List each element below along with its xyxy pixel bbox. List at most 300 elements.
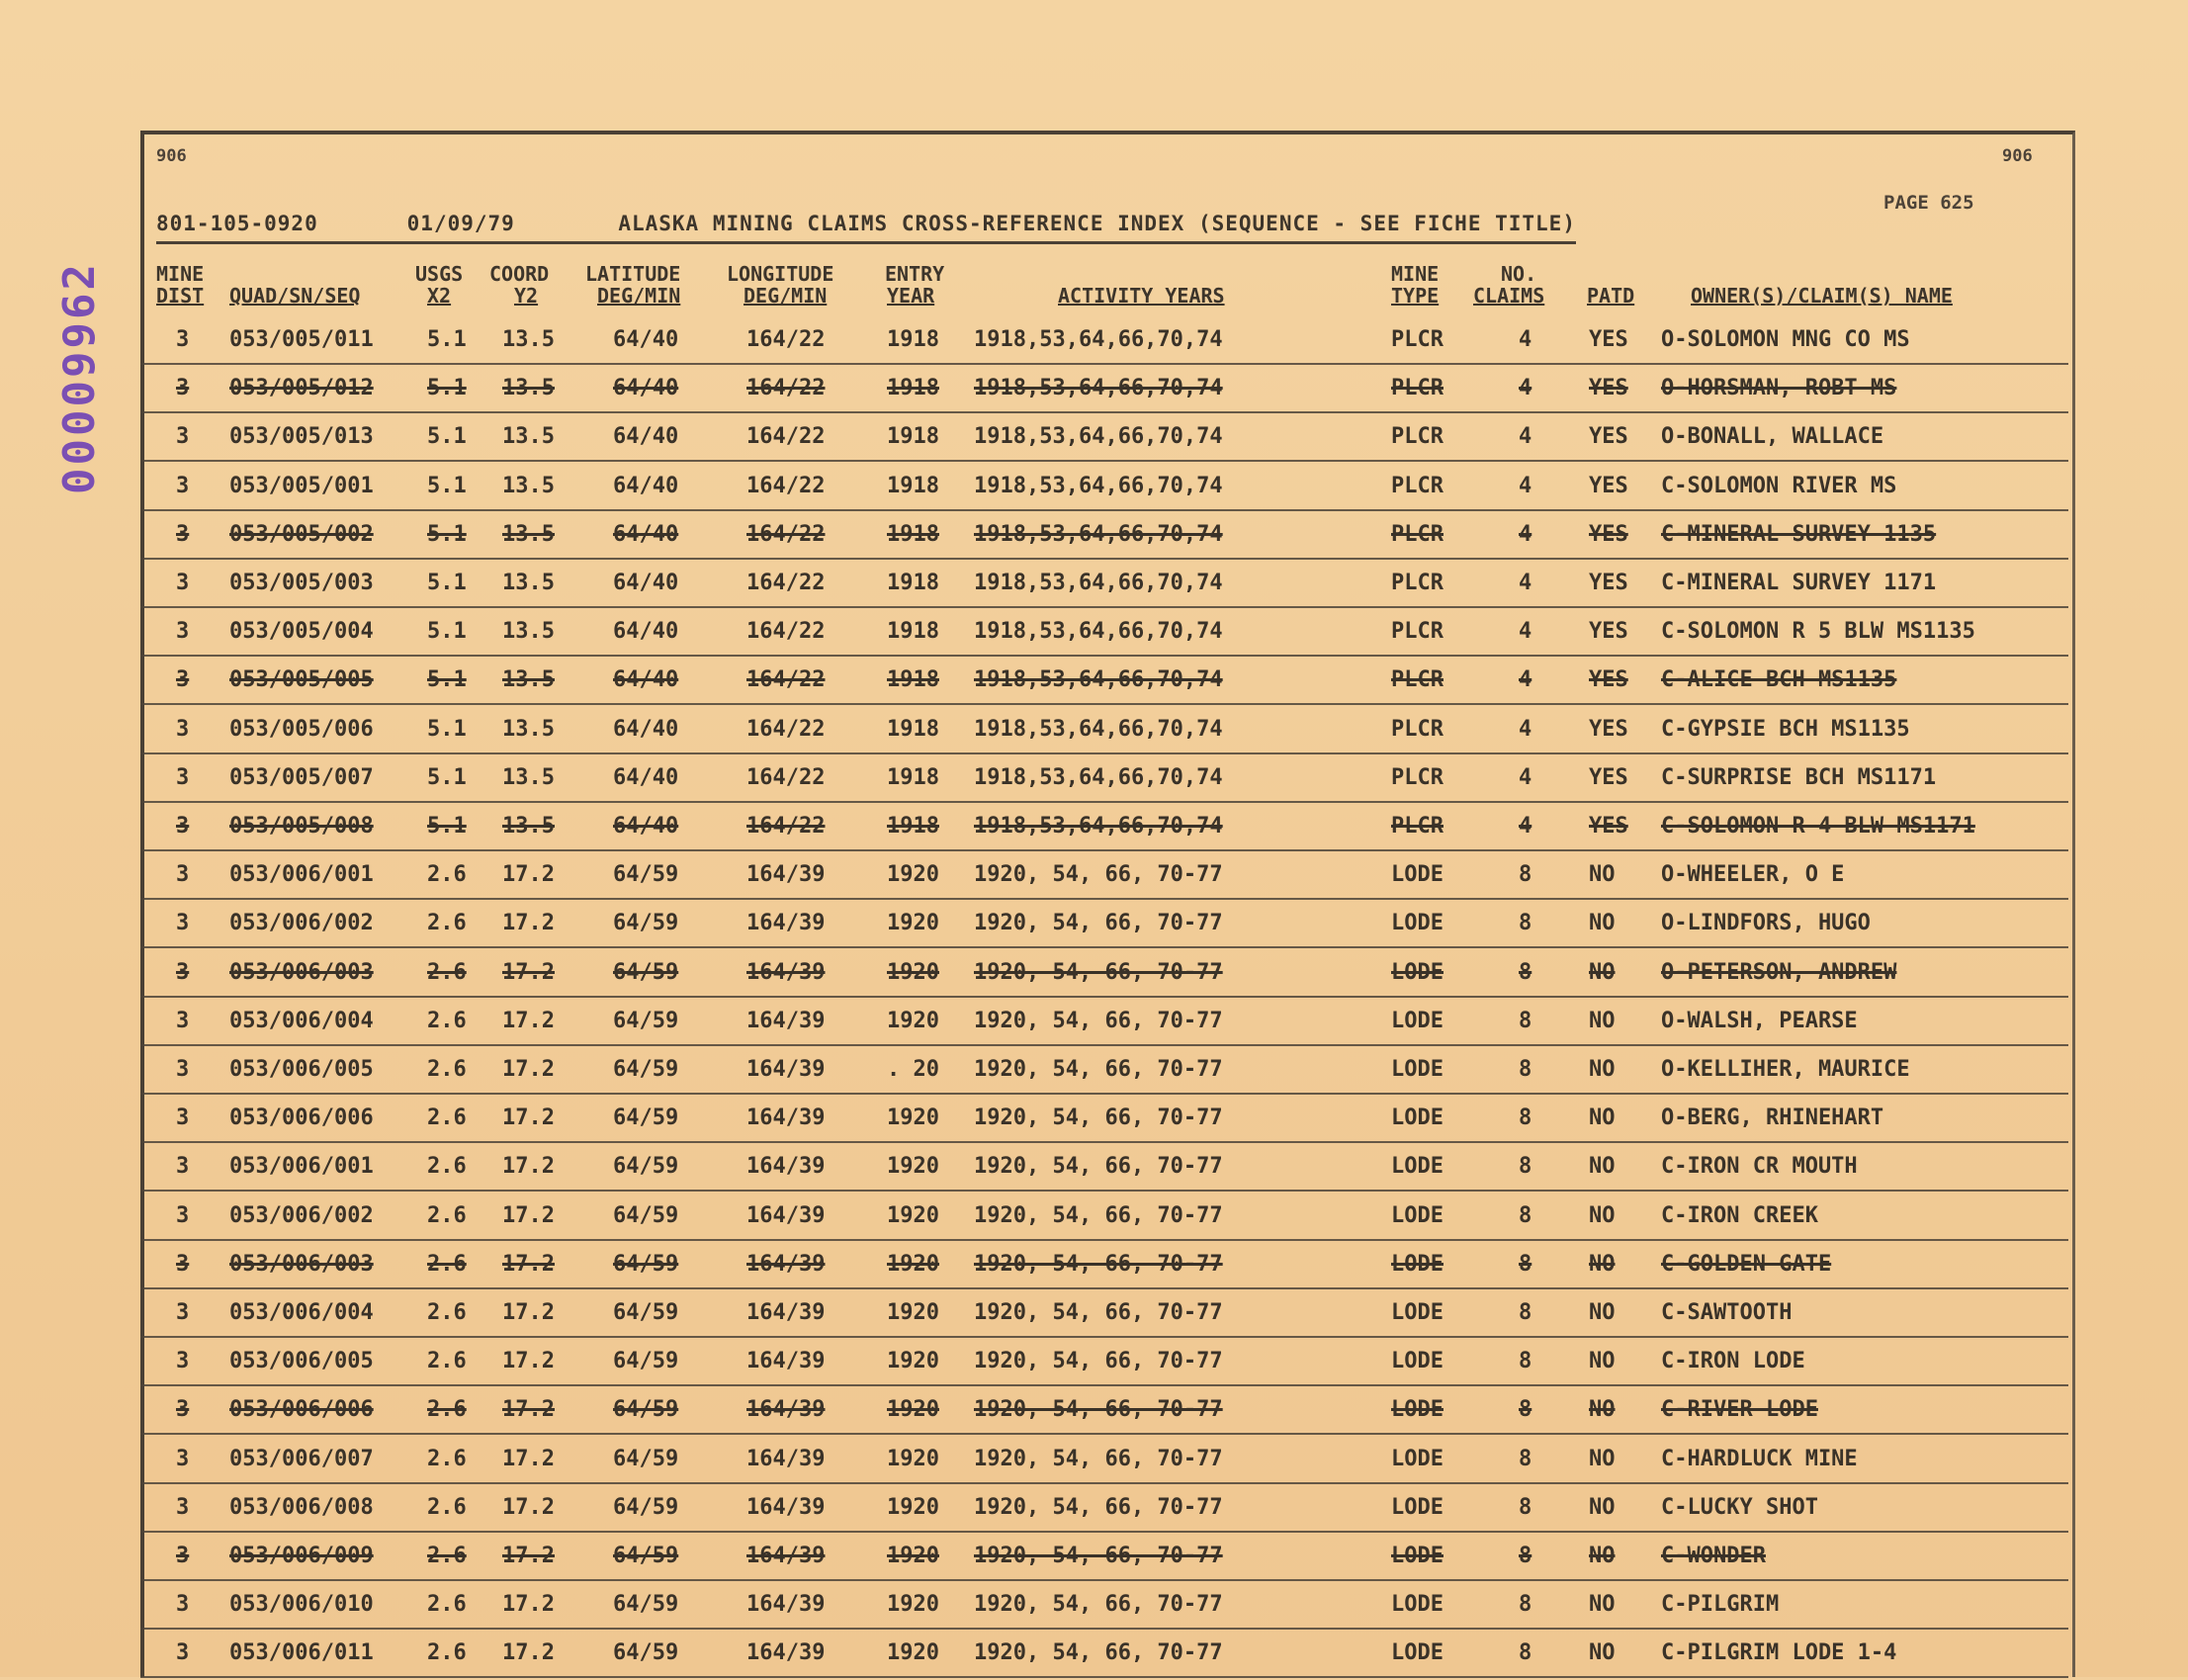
table-row — [140, 853, 2068, 902]
patented-cell: NO — [1589, 1349, 1616, 1374]
claims-count-cell: 4 — [1519, 814, 1532, 839]
usgs-x-cell: 2.6 — [427, 1300, 467, 1325]
activity-years-cell: 1920, 54, 66, 70-77 — [974, 1446, 1223, 1471]
usgs-x-cell: 2.6 — [427, 1640, 467, 1666]
usgs-x-cell: 2.6 — [427, 959, 467, 985]
entry-year-cell: 1920 — [887, 1008, 939, 1033]
owner-claim-name-cell: C-SOLOMON R 5 BLW MS1135 — [1661, 619, 1975, 645]
quad-cell: 053/005/012 — [229, 376, 374, 401]
activity-years-cell: 1920, 54, 66, 70-77 — [974, 1057, 1223, 1082]
activity-years-cell: 1920, 54, 66, 70-77 — [974, 1251, 1223, 1277]
owner-claim-name-cell: O-BONALL, WALLACE — [1661, 424, 1884, 450]
usgs-x-cell: 5.1 — [427, 424, 467, 450]
coord-y-cell: 17.2 — [502, 1349, 555, 1374]
coord-y-cell: 13.5 — [502, 473, 555, 498]
mine-dist-cell: 3 — [176, 1057, 190, 1082]
table-row — [140, 951, 2068, 1000]
patented-cell: NO — [1589, 1008, 1616, 1033]
latitude-cell: 64/40 — [613, 376, 679, 401]
header-usgs-2: X2 — [427, 284, 452, 308]
latitude-cell: 64/59 — [613, 1494, 679, 1520]
latitude-cell: 64/59 — [613, 1640, 679, 1666]
coord-y-cell: 17.2 — [502, 1640, 555, 1666]
mine-type-cell: PLCR — [1391, 619, 1444, 645]
entry-year-cell: 1918 — [887, 814, 939, 839]
row-rule — [140, 996, 2068, 998]
longitude-cell: 164/39 — [746, 1300, 826, 1325]
table-row — [140, 1486, 2068, 1535]
mine-dist-cell: 3 — [176, 376, 190, 401]
activity-years-cell: 1918,53,64,66,70,74 — [974, 473, 1223, 498]
owner-claim-name-cell: C-IRON CR MOUTH — [1661, 1154, 1858, 1180]
header-mine-dist-2: DIST — [156, 284, 205, 308]
quad-cell: 053/005/005 — [229, 667, 374, 693]
longitude-cell: 164/39 — [746, 1592, 826, 1618]
mine-type-cell: LODE — [1391, 1300, 1444, 1325]
quad-cell: 053/005/011 — [229, 327, 374, 352]
activity-years-cell: 1920, 54, 66, 70-77 — [974, 1300, 1223, 1325]
row-rule — [140, 606, 2068, 608]
patented-cell: NO — [1589, 1640, 1616, 1666]
fiche-stamp-number: 00009962 — [54, 261, 105, 494]
entry-year-cell: 1920 — [887, 1640, 939, 1666]
longitude-cell: 164/22 — [746, 521, 826, 547]
patented-cell: YES — [1589, 716, 1628, 742]
mine-type-cell: LODE — [1391, 959, 1444, 985]
longitude-cell: 164/22 — [746, 764, 826, 790]
mine-type-cell: LODE — [1391, 911, 1444, 936]
usgs-x-cell: 5.1 — [427, 716, 467, 742]
entry-year-cell: 1918 — [887, 764, 939, 790]
row-rule — [140, 752, 2068, 754]
claims-count-cell: 4 — [1519, 521, 1532, 547]
coord-y-cell: 13.5 — [502, 716, 555, 742]
activity-years-cell: 1918,53,64,66,70,74 — [974, 667, 1223, 693]
owner-claim-name-cell: C-MINERAL SURVEY 1135 — [1661, 521, 1937, 547]
mine-type-cell: LODE — [1391, 1154, 1444, 1180]
row-rule — [140, 1628, 2068, 1630]
entry-year-cell: 1918 — [887, 473, 939, 498]
owner-claim-name-cell: C-IRON LODE — [1661, 1349, 1805, 1374]
owner-claim-name-cell: O-BERG, RHINEHART — [1661, 1105, 1884, 1131]
quad-cell: 053/006/003 — [229, 1251, 374, 1277]
activity-years-cell: 1920, 54, 66, 70-77 — [974, 1592, 1223, 1618]
header-mine-dist-1: MINE — [156, 262, 205, 286]
mine-type-cell: LODE — [1391, 1446, 1444, 1471]
owner-claim-name-cell: C-MINERAL SURVEY 1171 — [1661, 571, 1937, 595]
patented-cell: NO — [1589, 911, 1616, 936]
mine-type-cell: PLCR — [1391, 667, 1444, 693]
row-rule — [140, 703, 2068, 705]
mine-type-cell: LODE — [1391, 1544, 1444, 1568]
coord-y-cell: 13.5 — [502, 571, 555, 595]
report-heading: ALASKA MINING CLAIMS CROSS-REFERENCE INDEX (SEQUENCE - SEE FICHE TITLE) — [618, 212, 1576, 235]
coord-y-cell: 17.2 — [502, 1592, 555, 1618]
latitude-cell: 64/40 — [613, 667, 679, 693]
activity-years-cell: 1920, 54, 66, 70-77 — [974, 1494, 1223, 1520]
entry-year-cell: 1918 — [887, 424, 939, 450]
header-owner-claim-name: OWNER(S)/CLAIM(S) NAME — [1691, 284, 1953, 308]
coord-y-cell: 17.2 — [502, 1105, 555, 1131]
patented-cell: YES — [1589, 764, 1628, 790]
usgs-x-cell: 2.6 — [427, 1446, 467, 1471]
header-coord-1: COORD — [489, 262, 550, 286]
table-row — [140, 1583, 2068, 1632]
longitude-cell: 164/39 — [746, 1397, 826, 1423]
activity-years-cell: 1918,53,64,66,70,74 — [974, 619, 1223, 645]
coord-y-cell: 17.2 — [502, 1300, 555, 1325]
patented-cell: NO — [1589, 1397, 1616, 1423]
owner-claim-name-cell: O-WHEELER, O E — [1661, 862, 1845, 888]
longitude-cell: 164/22 — [746, 716, 826, 742]
usgs-x-cell: 2.6 — [427, 1154, 467, 1180]
table-row — [140, 562, 2068, 610]
owner-claim-name-cell: C-GOLDEN GATE — [1661, 1251, 1832, 1277]
activity-years-cell: 1918,53,64,66,70,74 — [974, 716, 1223, 742]
entry-year-cell: 1918 — [887, 327, 939, 352]
claims-count-cell: 8 — [1519, 1251, 1532, 1277]
mine-type-cell: LODE — [1391, 1251, 1444, 1277]
longitude-cell: 164/22 — [746, 619, 826, 645]
mine-dist-cell: 3 — [176, 1640, 190, 1666]
patented-cell: NO — [1589, 959, 1616, 985]
entry-year-cell: 1920 — [887, 1154, 939, 1180]
table-row — [140, 1291, 2068, 1340]
mine-dist-cell: 3 — [176, 716, 190, 742]
entry-year-cell: 1920 — [887, 1446, 939, 1471]
owner-claim-name-cell: C-ALICE BCH MS1135 — [1661, 667, 1897, 693]
quad-cell: 053/006/002 — [229, 911, 374, 936]
usgs-x-cell: 2.6 — [427, 1397, 467, 1423]
usgs-x-cell: 5.1 — [427, 571, 467, 595]
latitude-cell: 64/40 — [613, 571, 679, 595]
owner-claim-name-cell: C-RIVER LODE — [1661, 1397, 1818, 1423]
latitude-cell: 64/59 — [613, 911, 679, 936]
mine-dist-cell: 3 — [176, 814, 190, 839]
header-coord-2: Y2 — [514, 284, 539, 308]
mine-dist-cell: 3 — [176, 327, 190, 352]
activity-years-cell: 1920, 54, 66, 70-77 — [974, 1640, 1223, 1666]
patented-cell: NO — [1589, 1494, 1616, 1520]
mine-dist-cell: 3 — [176, 764, 190, 790]
quad-cell: 053/006/008 — [229, 1494, 374, 1520]
header-lat-1: LATITUDE — [585, 262, 681, 286]
quad-cell: 053/005/003 — [229, 571, 374, 595]
row-rule — [140, 898, 2068, 900]
patented-cell: NO — [1589, 1105, 1616, 1131]
table-row — [140, 1194, 2068, 1243]
claims-count-cell: 8 — [1519, 1349, 1532, 1374]
table-row — [140, 1097, 2068, 1145]
table-row — [140, 756, 2068, 805]
activity-years-cell: 1920, 54, 66, 70-77 — [974, 1202, 1223, 1228]
header-entry-1: ENTRY — [885, 262, 945, 286]
table-row — [140, 367, 2068, 415]
entry-year-cell: 1918 — [887, 571, 939, 595]
header-quad: QUAD/SN/SEQ — [229, 284, 361, 308]
row-rule — [140, 655, 2068, 657]
mine-dist-cell: 3 — [176, 1251, 190, 1277]
activity-years-cell: 1920, 54, 66, 70-77 — [974, 959, 1223, 985]
longitude-cell: 164/39 — [746, 1057, 826, 1082]
latitude-cell: 64/59 — [613, 862, 679, 888]
coord-y-cell: 17.2 — [502, 1397, 555, 1423]
owner-claim-name-cell: C-PILGRIM — [1661, 1592, 1780, 1618]
patented-cell: NO — [1589, 1544, 1616, 1568]
longitude-cell: 164/39 — [746, 1202, 826, 1228]
coord-y-cell: 13.5 — [502, 814, 555, 839]
mine-type-cell: PLCR — [1391, 376, 1444, 401]
usgs-x-cell: 2.6 — [427, 1349, 467, 1374]
owner-claim-name-cell: O-PETERSON, ANDREW — [1661, 959, 1897, 985]
patented-cell: NO — [1589, 862, 1616, 888]
latitude-cell: 64/40 — [613, 473, 679, 498]
mine-dist-cell: 3 — [176, 619, 190, 645]
coord-y-cell: 13.5 — [502, 619, 555, 645]
patented-cell: NO — [1589, 1202, 1616, 1228]
usgs-x-cell: 2.6 — [427, 862, 467, 888]
claims-count-cell: 8 — [1519, 1640, 1532, 1666]
claims-count-cell: 4 — [1519, 667, 1532, 693]
header-entry-2: YEAR — [887, 284, 935, 308]
row-rule — [140, 1384, 2068, 1386]
row-rule — [140, 460, 2068, 462]
header-lat-2: DEG/MIN — [597, 284, 681, 308]
owner-claim-name-cell: C-SAWTOOTH — [1661, 1300, 1793, 1325]
longitude-cell: 164/39 — [746, 1008, 826, 1033]
latitude-cell: 64/59 — [613, 1446, 679, 1471]
usgs-x-cell: 5.1 — [427, 327, 467, 352]
claims-count-cell: 8 — [1519, 1544, 1532, 1568]
coord-y-cell: 17.2 — [502, 1154, 555, 1180]
mine-type-cell: LODE — [1391, 1008, 1444, 1033]
mine-dist-cell: 3 — [176, 959, 190, 985]
activity-years-cell: 1920, 54, 66, 70-77 — [974, 1397, 1223, 1423]
activity-years-cell: 1920, 54, 66, 70-77 — [974, 862, 1223, 888]
claims-count-cell: 8 — [1519, 959, 1532, 985]
activity-years-cell: 1918,53,64,66,70,74 — [974, 764, 1223, 790]
row-rule — [140, 801, 2068, 803]
row-rule — [140, 363, 2068, 365]
mine-type-cell: PLCR — [1391, 473, 1444, 498]
longitude-cell: 164/22 — [746, 424, 826, 450]
mine-type-cell: LODE — [1391, 1640, 1444, 1666]
latitude-cell: 64/59 — [613, 1300, 679, 1325]
claims-count-cell: 8 — [1519, 911, 1532, 936]
claims-count-cell: 8 — [1519, 1057, 1532, 1082]
row-rule — [140, 1531, 2068, 1533]
quad-cell: 053/006/001 — [229, 1154, 374, 1180]
coord-y-cell: 13.5 — [502, 376, 555, 401]
longitude-cell: 164/22 — [746, 327, 826, 352]
table-row — [140, 902, 2068, 950]
activity-years-cell: 1920, 54, 66, 70-77 — [974, 1544, 1223, 1568]
entry-year-cell: 1920 — [887, 1397, 939, 1423]
header-patd: PATD — [1587, 284, 1635, 308]
usgs-x-cell: 2.6 — [427, 1494, 467, 1520]
table-row — [140, 1438, 2068, 1486]
quad-cell: 053/006/009 — [229, 1544, 374, 1568]
patented-cell: NO — [1589, 1251, 1616, 1277]
latitude-cell: 64/40 — [613, 814, 679, 839]
mine-dist-cell: 3 — [176, 1300, 190, 1325]
quad-cell: 053/006/006 — [229, 1397, 374, 1423]
table-row — [140, 1388, 2068, 1437]
entry-year-cell: 1920 — [887, 862, 939, 888]
mine-dist-cell: 3 — [176, 1592, 190, 1618]
quad-cell: 053/006/001 — [229, 862, 374, 888]
longitude-cell: 164/39 — [746, 1544, 826, 1568]
entry-year-cell: 1920 — [887, 1592, 939, 1618]
header-claims-1: NO. — [1501, 262, 1537, 286]
usgs-x-cell: 2.6 — [427, 1057, 467, 1082]
longitude-cell: 164/22 — [746, 473, 826, 498]
coord-y-cell: 17.2 — [502, 1008, 555, 1033]
quad-cell: 053/006/004 — [229, 1300, 374, 1325]
mine-dist-cell: 3 — [176, 667, 190, 693]
longitude-cell: 164/39 — [746, 1349, 826, 1374]
report-date: 01/09/79 — [406, 212, 515, 235]
owner-claim-name-cell: O-HORSMAN, ROBT MS — [1661, 376, 1897, 401]
longitude-cell: 164/22 — [746, 667, 826, 693]
mine-type-cell: PLCR — [1391, 716, 1444, 742]
owner-claim-name-cell: C-WONDER — [1661, 1544, 1766, 1568]
header-activity-years: ACTIVITY YEARS — [1058, 284, 1225, 308]
header-lon-2: DEG/MIN — [744, 284, 828, 308]
longitude-cell: 164/39 — [746, 1251, 826, 1277]
mine-dist-cell: 3 — [176, 1154, 190, 1180]
entry-year-cell: . 20 — [887, 1057, 939, 1082]
patented-cell: YES — [1589, 424, 1628, 450]
patented-cell: YES — [1589, 521, 1628, 547]
latitude-cell: 64/40 — [613, 327, 679, 352]
mine-type-cell: LODE — [1391, 1057, 1444, 1082]
claims-count-cell: 4 — [1519, 473, 1532, 498]
report-id: 801-105-0920 — [156, 212, 318, 235]
quad-cell: 053/005/004 — [229, 619, 374, 645]
mine-type-cell: PLCR — [1391, 571, 1444, 595]
latitude-cell: 64/40 — [613, 619, 679, 645]
usgs-x-cell: 2.6 — [427, 1544, 467, 1568]
claims-count-cell: 8 — [1519, 1397, 1532, 1423]
entry-year-cell: 1920 — [887, 1202, 939, 1228]
coord-y-cell: 17.2 — [502, 862, 555, 888]
claims-count-cell: 4 — [1519, 327, 1532, 352]
entry-year-cell: 1920 — [887, 911, 939, 936]
table-row — [140, 610, 2068, 659]
patented-cell: YES — [1589, 619, 1628, 645]
owner-claim-name-cell: O-WALSH, PEARSE — [1661, 1008, 1858, 1033]
usgs-x-cell: 2.6 — [427, 1008, 467, 1033]
longitude-cell: 164/39 — [746, 862, 826, 888]
mine-type-cell: LODE — [1391, 1202, 1444, 1228]
usgs-x-cell: 2.6 — [427, 1202, 467, 1228]
owner-claim-name-cell: C-HARDLUCK MINE — [1661, 1446, 1858, 1471]
latitude-cell: 64/59 — [613, 1397, 679, 1423]
entry-year-cell: 1920 — [887, 1105, 939, 1131]
coord-y-cell: 17.2 — [502, 959, 555, 985]
patented-cell: NO — [1589, 1057, 1616, 1082]
coord-y-cell: 17.2 — [502, 1494, 555, 1520]
mine-type-cell: LODE — [1391, 1397, 1444, 1423]
longitude-cell: 164/39 — [746, 1154, 826, 1180]
longitude-cell: 164/22 — [746, 571, 826, 595]
row-rule — [140, 1044, 2068, 1046]
header-claims-2: CLAIMS — [1473, 284, 1545, 308]
patented-cell: YES — [1589, 327, 1628, 352]
activity-years-cell: 1918,53,64,66,70,74 — [974, 327, 1223, 352]
latitude-cell: 64/59 — [613, 1008, 679, 1033]
claims-count-cell: 8 — [1519, 1105, 1532, 1131]
entry-year-cell: 1918 — [887, 716, 939, 742]
header-lon-1: LONGITUDE — [727, 262, 834, 286]
quad-cell: 053/006/006 — [229, 1105, 374, 1131]
claims-count-cell: 4 — [1519, 716, 1532, 742]
owner-claim-name-cell: C-IRON CREEK — [1661, 1202, 1818, 1228]
row-rule — [140, 411, 2068, 413]
longitude-cell: 164/39 — [746, 1640, 826, 1666]
usgs-x-cell: 2.6 — [427, 1105, 467, 1131]
entry-year-cell: 1918 — [887, 521, 939, 547]
mine-type-cell: PLCR — [1391, 764, 1444, 790]
usgs-x-cell: 5.1 — [427, 473, 467, 498]
quad-cell: 053/006/003 — [229, 959, 374, 985]
mine-dist-cell: 3 — [176, 473, 190, 498]
longitude-cell: 164/22 — [746, 376, 826, 401]
row-rule — [140, 509, 2068, 511]
coord-y-cell: 17.2 — [502, 1544, 555, 1568]
table-row — [140, 708, 2068, 756]
longitude-cell: 164/22 — [746, 814, 826, 839]
activity-years-cell: 1920, 54, 66, 70-77 — [974, 1105, 1223, 1131]
table-row — [140, 659, 2068, 707]
quad-cell: 053/005/001 — [229, 473, 374, 498]
mine-type-cell: PLCR — [1391, 521, 1444, 547]
mine-dist-cell: 3 — [176, 1446, 190, 1471]
claims-count-cell: 8 — [1519, 1154, 1532, 1180]
patented-cell: NO — [1589, 1446, 1616, 1471]
table-row — [140, 1632, 2068, 1680]
report-title-line — [156, 212, 1576, 244]
latitude-cell: 64/59 — [613, 1057, 679, 1082]
quad-cell: 053/006/005 — [229, 1349, 374, 1374]
usgs-x-cell: 2.6 — [427, 1251, 467, 1277]
owner-claim-name-cell: C-LUCKY SHOT — [1661, 1494, 1818, 1520]
row-rule — [140, 946, 2068, 948]
claims-count-cell: 8 — [1519, 1446, 1532, 1471]
activity-years-cell: 1920, 54, 66, 70-77 — [974, 1008, 1223, 1033]
coord-y-cell: 17.2 — [502, 1202, 555, 1228]
mine-type-cell: PLCR — [1391, 814, 1444, 839]
owner-claim-name-cell: O-KELLIHER, MAURICE — [1661, 1057, 1910, 1082]
patented-cell: NO — [1589, 1300, 1616, 1325]
mine-type-cell: LODE — [1391, 1105, 1444, 1131]
mine-type-cell: PLCR — [1391, 327, 1444, 352]
quad-cell: 053/005/008 — [229, 814, 374, 839]
owner-claim-name-cell: O-SOLOMON MNG CO MS — [1661, 327, 1910, 352]
activity-years-cell: 1918,53,64,66,70,74 — [974, 376, 1223, 401]
header-usgs-1: USGS — [415, 262, 464, 286]
activity-years-cell: 1920, 54, 66, 70-77 — [974, 1349, 1223, 1374]
usgs-x-cell: 5.1 — [427, 376, 467, 401]
entry-year-cell: 1920 — [887, 1251, 939, 1277]
row-rule — [140, 849, 2068, 851]
table-row — [140, 513, 2068, 562]
table-row — [140, 1340, 2068, 1388]
activity-years-cell: 1918,53,64,66,70,74 — [974, 571, 1223, 595]
patented-cell: YES — [1589, 667, 1628, 693]
latitude-cell: 64/40 — [613, 521, 679, 547]
